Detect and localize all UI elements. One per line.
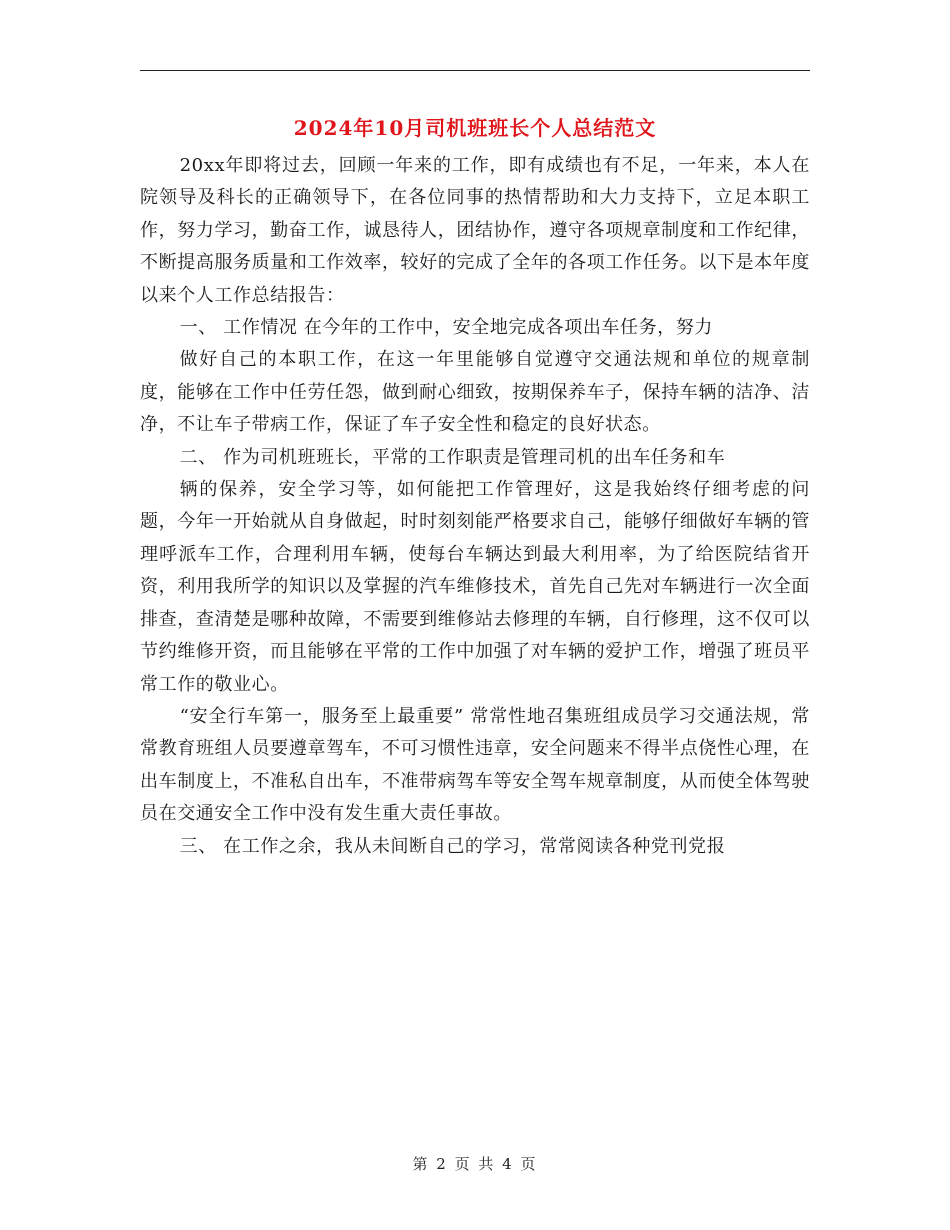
section-two-paragraph: 辆的保养，安全学习等，如何能把工作管理好，这是我始终仔细考虑的问题，今年一开始就从自身做起，时时刻刻能严格要求自己，能够仔细做好车辆的管理呼派车工作，合理利用车辆，使每台车辆达到最大利用率，为了给医院结省开资，利用我所学的知识以及掌握的汽车维修技术，首先自己先对车辆进行一次全面排查，查清楚是哪种故障，不需要到维修站去修理的车辆，自行修理，这不仅可以节约维修开资，而且能够在平常的工作中加强了对车辆的爱护工作，增强了班员平常工作的敬业心。 xyxy=(140,479,810,695)
section-two-heading: 二、 作为司机班班长，平常的工作职责是管理司机的出车任务和车 xyxy=(179,446,726,468)
section-one-heading: 一、 工作情况 在今年的工作中，安全地完成各项出车任务，努力 xyxy=(179,317,714,339)
document-title: 2024年10月司机班班长个人总结范文 xyxy=(293,116,657,140)
page-number: 第 2 页 共 4 页 xyxy=(412,1155,538,1173)
section-one-paragraph: 做好自己的本职工作，在这一年里能够自觉遵守交通法规和单位的规章制度，能够在工作中任劳任怨，做到耐心细致，按期保养车子，保持车辆的洁净、洁净，不让车子带病工作，保证了车子安全性和稳定的良好状态。 xyxy=(140,349,810,436)
header-rule xyxy=(140,70,810,71)
safety-paragraph: “安全行车第一，服务至上最重要” 常常性地召集班组成员学习交通法规，常常教育班组人员要遵章驾车，不可习惯性违章，安全问题来不得半点侥性心理，在出车制度上，不准私自出车，不准带病驾车等安全驾车规章制度，从而使全体驾驶员在交通安全工作中没有发生重大责任事故。 xyxy=(140,705,810,825)
document-body xyxy=(140,150,810,863)
intro-paragraph: 20xx年即将过去，回顾一年来的工作，即有成绩也有不足，一年来，本人在院领导及科长的正确领导下，在各位同事的热情帮助和大力支持下，立足本职工作，努力学习，勤奋工作，诚恳待人，团结协作，遵守各项规章制度和工作纪律，不断提高服务质量和工作效率，较好的完成了全年的各项工作任务。以下是本年度以来个人工作总结报告： xyxy=(140,155,810,306)
section-three-heading: 三、 在工作之余，我从未间断自己的学习，常常阅读各种党刊党报 xyxy=(179,835,726,857)
